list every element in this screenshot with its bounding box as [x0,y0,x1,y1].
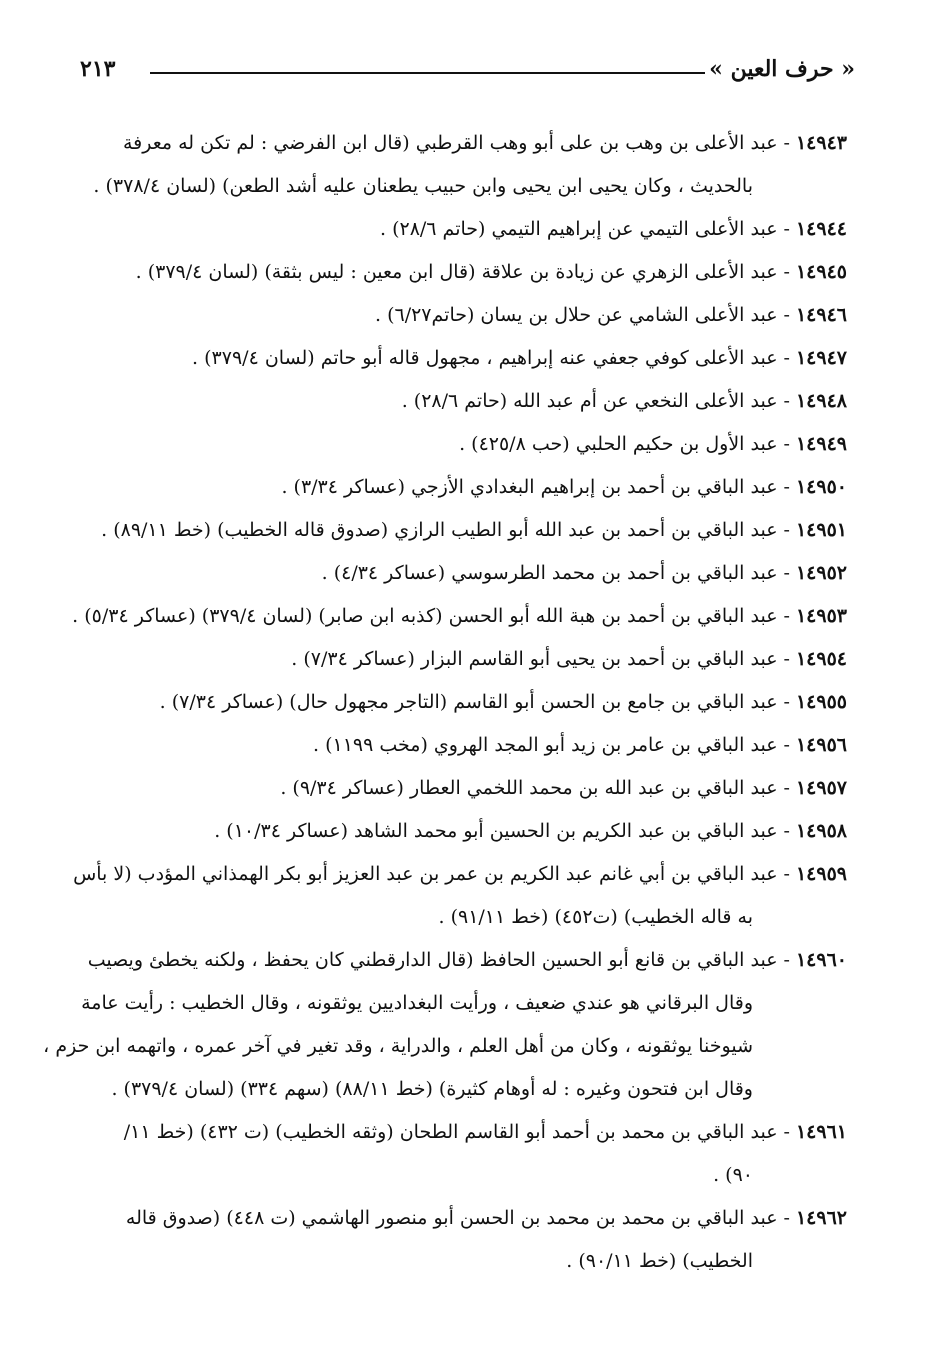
entry-text: عبد الباقي بن عبد الله بن محمد اللخمي العطار (عساكر ٩/٣٤) . [280,777,778,799]
entry-dash: - [783,1207,790,1229]
entry-dash: - [783,476,790,498]
entry-dash: - [783,734,790,756]
entry-line [80,208,847,251]
entry-text: ٩٠) . [713,1164,753,1186]
entry [80,552,847,595]
entry-number: ١٤٩٥٨ [795,820,847,842]
entry-dash: - [783,132,790,154]
entry-line [80,165,847,208]
entry-dash: - [783,433,790,455]
entry [80,380,847,423]
entry-text: عبد الباقي بن عامر بن زيد أبو المجد الهروي (مخب ١١٩٩) . [313,734,778,756]
entry-text: بالحديث ، وكان يحيى ابن يحيى وابن حبيب يطعنان عليه أشد الطعن) (لسان ٣٧٨/٤) . [93,175,753,197]
entry-number: ١٤٩٤٣ [795,132,847,154]
entry-number: ١٤٩٥٧ [795,777,847,799]
entry-line [80,552,847,595]
entry-line [80,767,847,810]
section-title: « حرف العين » [709,56,855,82]
entry-dash: - [783,863,790,885]
entry-text: عبد الأعلى النخعي عن أم عبد الله (حاتم ٢٨/٦) . [401,390,778,412]
entry-line [80,1197,847,1240]
entry-number: ١٤٩٦١ [795,1121,847,1143]
entry-dash: - [783,304,790,326]
entry [43,939,847,1111]
entry-number: ١٤٩٤٨ [795,390,847,412]
entry-line [80,423,847,466]
entry-number: ١٤٩٥٠ [795,476,847,498]
entry-line [80,337,847,380]
entry-text: عبد الباقي بن أحمد بن إبراهيم البغدادي الأزجي (عساكر ٣/٣٤) . [281,476,778,498]
entry-text: عبد الأعلى بن وهب بن على أبو وهب القرطبي (قال ابن الفرضي : لم تكن له معرفة [122,132,778,154]
entry [80,423,847,466]
entry-text: عبد الباقي بن جامع بن الحسن أبو القاسم (التاجر مجهول حال) (عساكر ٧/٣٤) . [159,691,778,713]
entry-text: عبد الباقي بن محمد بن أحمد أبو القاسم الطحان (وثقه الخطيب) (ت ٤٣٢) (خط ١١/ [123,1121,778,1143]
entries-list [43,122,847,1283]
entry-text: عبد الباقي بن أبي غانم عبد الكريم بن عمر بن عبد العزيز أبو بكر الهمذاني المؤدب (لا بأس [73,863,778,885]
header-rule [150,72,705,74]
entry-line [80,939,847,982]
entry [73,853,847,939]
entry-number: ١٤٩٤٦ [795,304,847,326]
entry-line [80,380,847,423]
entry-dash: - [783,777,790,799]
entry-number: ١٤٩٦٢ [795,1207,847,1229]
entry-text: عبد الباقي بن أحمد بن محمد الطرسوسي (عساكر ٤/٣٤) . [321,562,778,584]
entry-line [80,638,847,681]
entry-number: ١٤٩٥١ [795,519,847,541]
entry-dash: - [783,261,790,283]
entry-dash: - [783,820,790,842]
entry-text: عبد الأعلى التيمي عن إبراهيم التيمي (حاتم ٢٨/٦) . [379,218,778,240]
page-number: ٢١٣ [80,56,116,82]
entry-text: عبد الباقي بن محمد بن محمد بن الحسن أبو منصور الهاشمي (ت ٤٤٨) (صدوق قاله [125,1207,778,1229]
entry-dash: - [783,648,790,670]
entry-text: شيوخنا يوثقونه ، وكان من أهل العلم ، والدراية ، وقد تغير في آخر عمره ، واتهمه ابن حزم ، [43,1035,753,1057]
entry-text: عبد الأول بن حكيم الحلبي (حب ٤٢٥/٨) . [459,433,778,455]
entry-line [80,1068,847,1111]
entry [80,509,847,552]
entry [80,122,847,208]
entry-line [80,251,847,294]
entry-dash: - [783,1121,790,1143]
entry [72,595,847,638]
entry-number: ١٤٩٤٩ [795,433,847,455]
entry-line [72,595,847,638]
entry [80,810,847,853]
entry-text: عبد الباقي بن قانع أبو الحسين الحافظ (قال الدارقطني كان يحفظ ، ولكنه يخطئ ويصيب [87,949,778,971]
page-header [80,50,855,90]
entry-line [80,466,847,509]
entry-number: ١٤٩٥٩ [795,863,847,885]
entry-number: ١٤٩٥٢ [795,562,847,584]
entry [80,638,847,681]
entry [80,466,847,509]
entry-text: الخطيب) (خط ٩٠/١١) . [566,1250,753,1272]
entry-line [73,853,847,896]
entry-dash: - [783,390,790,412]
entry [80,1111,847,1197]
entry-line [80,810,847,853]
entry-dash: - [783,519,790,541]
entry [80,294,847,337]
entry-text: عبد الأعلى الشامي عن حلال بن يسان (حاتم٦/٢٧) . [374,304,778,326]
entry-line [80,509,847,552]
entry-number: ١٤٩٤٤ [795,218,847,240]
entry-line [80,982,847,1025]
entry-line [80,1154,847,1197]
entry [80,251,847,294]
entry-number: ١٤٩٥٦ [795,734,847,756]
entry-line [80,681,847,724]
entry [80,681,847,724]
entry-number: ١٤٩٤٥ [795,261,847,283]
entry-text: عبد الأعلى كوفي جعفي عنه إبراهيم ، مجهول قاله أبو حاتم (لسان ٣٧٩/٤) . [192,347,778,369]
entry-text: عبد الباقي بن أحمد بن هبة الله أبو الحسن (كذبه ابن صابر) (لسان ٣٧٩/٤) (عساكر ٥/٣٤) . [72,605,778,627]
entry-dash: - [783,218,790,240]
entry-line [43,1025,847,1068]
entry [80,724,847,767]
entry-text: عبد الأعلى الزهري عن زيادة بن علاقة (قال ابن معين : ليس بثقة) (لسان ٣٧٩/٤) . [135,261,778,283]
entry-line [80,724,847,767]
entry-dash: - [783,347,790,369]
entry-line [80,122,847,165]
entry-text: عبد الباقي بن أحمد بن يحيى أبو القاسم البزار (عساكر ٧/٣٤) . [291,648,778,670]
entry-dash: - [783,949,790,971]
entry-text: به قاله الخطيب) (ت٤٥٢) (خط ٩١/١١) . [438,906,753,928]
entry-line [80,294,847,337]
entry [80,767,847,810]
entry-dash: - [783,605,790,627]
entry [80,337,847,380]
entry [80,1197,847,1283]
entry-text: وقال ابن فتحون وغيره : له أوهام كثيرة) (خط ٨٨/١١) (سهم ٣٣٤) (لسان ٣٧٩/٤) . [111,1078,753,1100]
entry-line [80,1111,847,1154]
entry-number: ١٤٩٤٧ [795,347,847,369]
entry-text: عبد الباقي بن عبد الكريم بن الحسين أبو محمد الشاهد (عساكر ١٠/٣٤) . [214,820,778,842]
entry-dash: - [783,691,790,713]
entry-dash: - [783,562,790,584]
entry-number: ١٤٩٦٠ [795,949,847,971]
entry-number: ١٤٩٥٥ [795,691,847,713]
entry-line [80,896,847,939]
entry-text: عبد الباقي بن أحمد بن عبد الله أبو الطيب الرازي (صدوق قاله الخطيب) (خط ٨٩/١١) . [101,519,778,541]
entry-number: ١٤٩٥٣ [795,605,847,627]
entry [80,208,847,251]
entry-text: وقال البرقاني هو عندي ضعيف ، ورأيت البغداديين يوثقونه ، وقال الخطيب : رأيت عامة [81,992,753,1014]
entry-number: ١٤٩٥٤ [795,648,847,670]
entry-line [80,1240,847,1283]
